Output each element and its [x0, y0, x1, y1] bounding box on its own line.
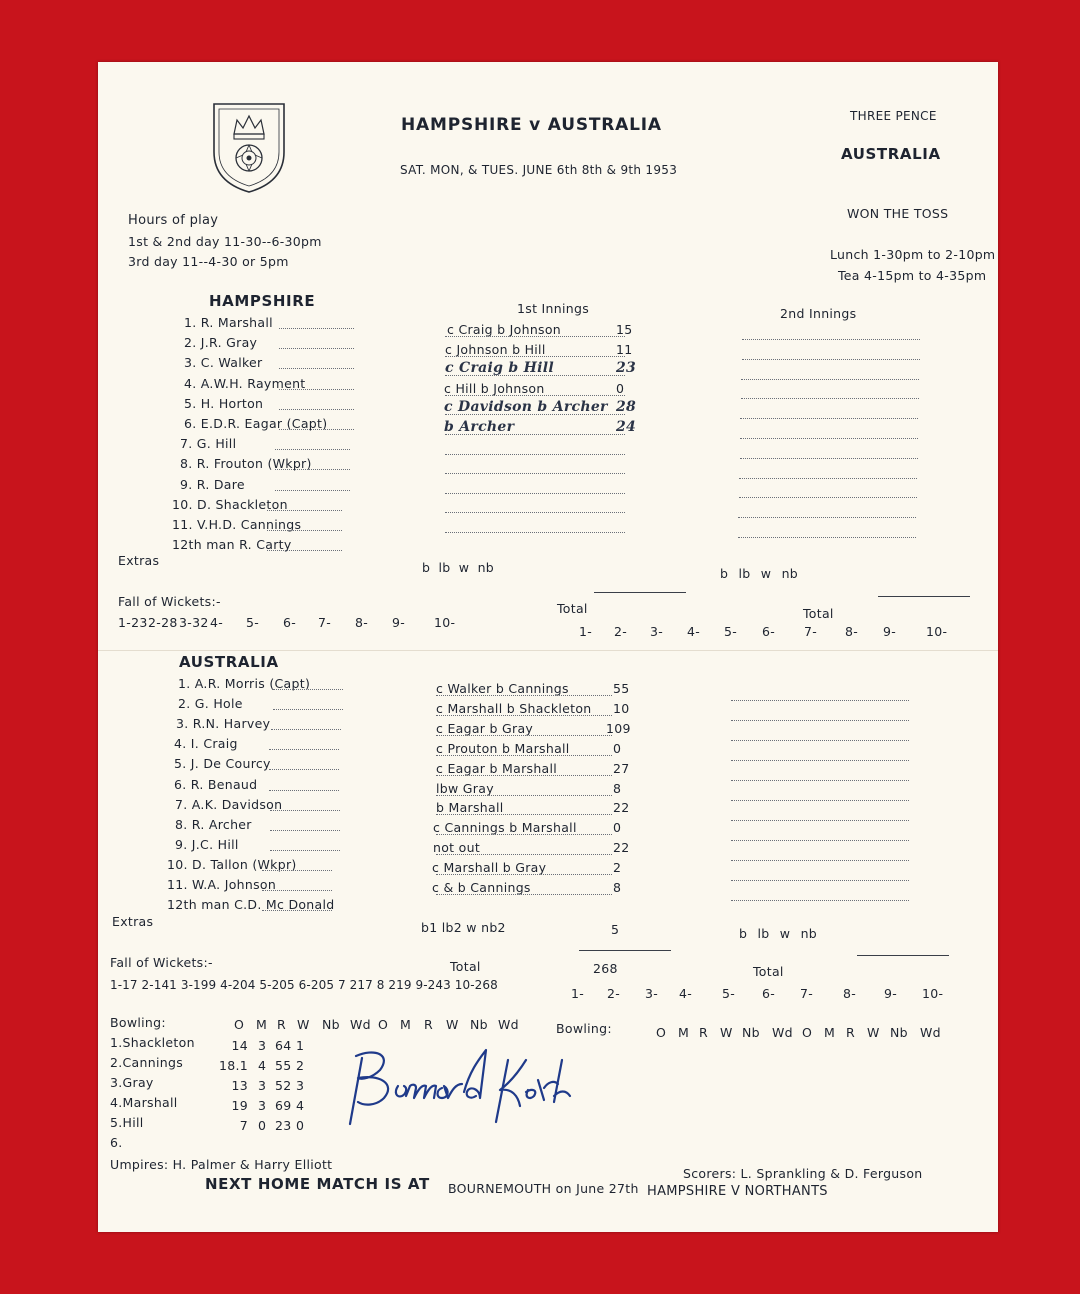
how-out: c & b Cannings: [432, 880, 531, 895]
runs: 8: [613, 780, 622, 796]
match-title: HAMPSHIRE v AUSTRALIA: [401, 115, 662, 135]
umpires-line: Umpires: H. Palmer & Harry Elliott: [110, 1157, 333, 1172]
bowler-maidens: 3: [258, 1098, 267, 1113]
fow-entry: 8-: [843, 986, 857, 1001]
fow-entry: 2-28: [148, 615, 178, 630]
hampshire-total-label-2nd: Total: [803, 606, 834, 621]
name-dots: [262, 890, 332, 891]
how-out-dots: [445, 414, 625, 415]
batsman-name: 7. A.K. Davidson: [175, 796, 283, 812]
fow-entry: 7-: [804, 624, 818, 639]
how-out: c Davidson b Archer: [444, 399, 608, 416]
how-out-dots: [436, 695, 612, 696]
bowler-name: 5.Hill: [110, 1115, 144, 1130]
name-dots: [267, 550, 342, 551]
how-out-dots: [436, 755, 612, 756]
how-out-dots: [436, 775, 612, 776]
australia-extras-1st-total: 5: [611, 922, 620, 937]
fow-entry: 10-: [926, 624, 948, 639]
fow-entry: 6-: [762, 986, 776, 1001]
name-dots: [275, 490, 350, 491]
bowler-name: 1.Shackleton: [110, 1035, 195, 1050]
runs: 28: [616, 399, 637, 416]
name-dots: [269, 769, 339, 770]
bowling-column-header: Nb: [322, 1017, 340, 1032]
australia-total-label-1st: Total: [450, 959, 481, 974]
bowling-column-header: M: [256, 1017, 268, 1032]
runs: 24: [616, 419, 637, 435]
fow-entry: 2-: [607, 986, 621, 1001]
how-out-dots: [445, 532, 625, 533]
batsman-name: 10. D. Shackleton: [172, 496, 288, 512]
fow-entry: 3-: [650, 624, 664, 639]
batsman-name: 6. R. Benaud: [174, 776, 258, 792]
bowling-label: Bowling:: [110, 1015, 166, 1030]
how-out-dots: [436, 735, 612, 736]
name-dots: [262, 870, 332, 871]
second-innings-dots: [731, 840, 909, 841]
batsman-name: 4. I. Craig: [174, 736, 238, 752]
hampshire-total-label-1st: Total: [557, 601, 588, 616]
second-innings-dots: [731, 760, 909, 761]
runs: 10: [613, 700, 630, 716]
batsman-name: 5. H. Horton: [184, 395, 264, 411]
runs: 22: [613, 800, 630, 816]
bowler-maidens: 3: [258, 1078, 267, 1093]
how-out: b Archer: [444, 419, 515, 435]
second-innings-dots: [731, 900, 909, 901]
name-dots: [269, 790, 339, 791]
name-dots: [271, 729, 341, 730]
second-innings-dots: [731, 880, 909, 881]
runs: 11: [616, 341, 633, 357]
batsman-name: 3. C. Walker: [184, 355, 263, 371]
bowler-wickets: 0: [296, 1118, 305, 1133]
name-dots: [273, 709, 343, 710]
batsman-name: 2. G. Hole: [178, 696, 243, 712]
batsman-name: 4. A.W.H. Rayment: [184, 375, 306, 391]
fow-entry: 2-: [614, 624, 628, 639]
hours-line-1: 1st & 2nd day 11-30--6-30pm: [128, 234, 322, 249]
how-out: c Craig b Johnson: [447, 322, 562, 337]
toss-team: AUSTRALIA: [841, 145, 941, 163]
how-out: c Marshall b Gray: [432, 860, 547, 876]
name-dots: [275, 449, 350, 450]
batsman-name: 8. R. Archer: [175, 816, 252, 832]
bowling-column-header: O: [234, 1017, 245, 1032]
bowler-wickets: 3: [296, 1078, 305, 1093]
how-out: c Craig b Hill: [445, 360, 555, 377]
name-dots: [279, 348, 354, 349]
fow-entry: 1-: [571, 986, 585, 1001]
fow-entry: 8-: [845, 624, 859, 639]
runs: 8: [613, 880, 622, 895]
second-innings-dots: [740, 418, 918, 419]
batsman-name: 6. E.D.R. Eagar (Capt): [184, 416, 328, 431]
fow-entry: 3-32: [179, 615, 209, 630]
bowler-name: 4.Marshall: [110, 1095, 178, 1110]
bowling-column-header: M: [678, 1025, 690, 1040]
bowling-column-header: Wd: [350, 1017, 371, 1032]
second-innings-dots: [740, 438, 918, 439]
how-out-dots: [445, 493, 625, 494]
runs: 0: [613, 820, 622, 836]
fow-entry: 1-: [579, 624, 593, 639]
fow-entry: 6-: [283, 615, 297, 630]
second-innings-dots: [731, 740, 909, 741]
bowling-column-header: Wd: [498, 1017, 519, 1032]
australia-total-line-2nd: [857, 955, 949, 956]
bowler-overs: 7: [239, 1118, 248, 1133]
batsman-name: 11. V.H.D. Cannings: [172, 517, 302, 532]
name-dots: [279, 429, 354, 430]
bowling-column-header: R: [277, 1017, 286, 1032]
how-out: c Eagar b Marshall: [436, 760, 558, 776]
bowling-column-header: M: [400, 1017, 412, 1032]
batsman-name: 8. R. Frouton (Wkpr): [180, 456, 312, 472]
how-out-dots: [436, 854, 612, 855]
hampshire-extras-1st: b lb w nb: [422, 560, 495, 575]
second-innings-dots: [739, 497, 917, 498]
how-out: c Prouton b Marshall: [436, 740, 570, 756]
batsman-name: 7. G. Hill: [180, 436, 237, 452]
how-out: c Cannings b Marshall: [433, 820, 577, 836]
how-out-dots: [436, 834, 612, 835]
fow-entry: 7-: [800, 986, 814, 1001]
name-dots: [270, 810, 340, 811]
batsman-name: 9. J.C. Hill: [175, 836, 239, 852]
how-out: c Johnson b Hill: [445, 341, 546, 357]
bowling-column-header: R: [699, 1025, 708, 1040]
fow-entry: 7-: [318, 615, 332, 630]
second-innings-dots: [731, 720, 909, 721]
second-innings-dots: [741, 398, 919, 399]
bowler-name: 6.: [110, 1135, 123, 1150]
signature-autograph: [340, 1040, 580, 1135]
name-dots: [279, 328, 354, 329]
name-dots: [270, 850, 340, 851]
fow-entry: 9-: [883, 624, 897, 639]
bowler-overs: 13: [231, 1078, 248, 1093]
runs: 22: [613, 840, 630, 856]
runs: 23: [616, 360, 637, 377]
how-out-dots: [445, 336, 625, 337]
bowling-label-2nd: Bowling:: [556, 1021, 612, 1036]
bowling-column-header: Nb: [890, 1025, 908, 1040]
bowler-overs: 18.1: [218, 1058, 248, 1073]
lunch-time: Lunch 1-30pm to 2-10pm: [830, 247, 996, 262]
australia-extras-label: Extras: [112, 914, 154, 929]
bowler-runs: 64: [275, 1038, 292, 1053]
bowling-column-header: Wd: [772, 1025, 793, 1040]
bowler-name: 3.Gray: [110, 1075, 154, 1090]
name-dots: [269, 749, 339, 750]
how-out-dots: [445, 375, 625, 376]
how-out-dots: [436, 715, 612, 716]
how-out-dots: [445, 473, 625, 474]
batsman-name: 12th man R. Carty: [172, 537, 292, 553]
how-out-dots: [436, 894, 612, 895]
fow-entry: 9-: [392, 615, 406, 630]
runs: 15: [616, 322, 633, 337]
australia-total-1st: 268: [593, 961, 618, 976]
australia-total-label-2nd: Total: [753, 964, 784, 979]
fow-entry: 5-: [722, 986, 736, 1001]
fow-entry: 1-23: [118, 615, 148, 630]
hampshire-extras-2nd: b lb w nb: [720, 566, 799, 581]
scorers-line: Scorers: L. Sprankling & D. Ferguson: [683, 1166, 923, 1181]
batsman-name: 12th man C.D. Mc Donald: [167, 897, 335, 913]
name-dots: [279, 409, 354, 410]
batsman-name: 1. R. Marshall: [184, 315, 273, 330]
second-innings-dots: [731, 800, 909, 801]
bowler-wickets: 1: [296, 1038, 305, 1053]
australia-fow-label: Fall of Wickets:-: [110, 955, 213, 970]
bowler-runs: 52: [275, 1078, 292, 1093]
bowling-column-header: Wd: [920, 1025, 941, 1040]
name-dots: [267, 510, 342, 511]
australia-fow-1st: 1-17 2-141 3-199 4-204 5-205 6-205 7 217 8 219 9-243 10-268: [110, 978, 498, 992]
bowler-runs: 69: [275, 1098, 292, 1113]
fow-entry: 5-: [724, 624, 738, 639]
how-out: b Marshall: [436, 800, 504, 816]
fold-line: [98, 650, 998, 651]
next-match-detail: BOURNEMOUTH on June 27th: [448, 1181, 639, 1196]
bowler-wickets: 2: [296, 1058, 305, 1073]
how-out: c Eagar b Gray: [436, 720, 534, 736]
how-out-dots: [436, 814, 612, 815]
name-dots: [262, 910, 332, 911]
runs: 27: [613, 760, 630, 776]
first-innings-heading: 1st Innings: [517, 301, 590, 316]
runs: 2: [613, 860, 622, 876]
batsman-name: 11. W.A. Johnson: [167, 877, 277, 892]
bowler-overs: 19: [231, 1098, 248, 1113]
bowling-column-header: O: [802, 1025, 813, 1040]
bowler-wickets: 4: [296, 1098, 305, 1113]
australia-extras-1st: b1 lb2 w nb2: [421, 920, 506, 935]
bowling-column-header: W: [867, 1025, 880, 1040]
hampshire-extras-label: Extras: [118, 553, 160, 568]
toss-text: WON THE TOSS: [847, 206, 949, 221]
australia-total-line-1st: [579, 950, 671, 951]
fow-entry: 9-: [884, 986, 898, 1001]
price-label: THREE PENCE: [850, 109, 937, 123]
batsman-name: 2. J.R. Gray: [184, 335, 258, 351]
how-out-dots: [445, 356, 625, 357]
fow-entry: 4-: [679, 986, 693, 1001]
hampshire-total-line-1st: [594, 592, 686, 593]
name-dots: [279, 368, 354, 369]
batsman-name: 5. J. De Courcy: [174, 756, 271, 772]
how-out-dots: [436, 795, 612, 796]
fow-entry: 4-: [687, 624, 701, 639]
bowling-column-header: Nb: [470, 1017, 488, 1032]
fow-entry: 8-: [355, 615, 369, 630]
bowler-name: 2.Cannings: [110, 1055, 184, 1070]
fow-entry: 4-: [210, 615, 224, 630]
hampshire-fow-label: Fall of Wickets:-: [118, 594, 221, 609]
name-dots: [275, 469, 350, 470]
bowling-column-header: W: [297, 1017, 310, 1032]
bowler-runs: 55: [275, 1058, 292, 1073]
bowler-maidens: 0: [258, 1118, 267, 1133]
bowler-maidens: 3: [258, 1038, 267, 1053]
county-crest-icon: [208, 100, 290, 196]
bowling-column-header: R: [846, 1025, 855, 1040]
how-out-dots: [436, 874, 612, 875]
batsman-name: 10. D. Tallon (Wkpr): [167, 856, 297, 872]
bowling-column-header: O: [378, 1017, 389, 1032]
name-dots: [270, 830, 340, 831]
second-innings-dots: [739, 478, 917, 479]
bowling-column-header: O: [656, 1025, 667, 1040]
second-innings-dots: [742, 359, 920, 360]
name-dots: [273, 689, 343, 690]
second-innings-dots: [731, 860, 909, 861]
second-innings-dots: [742, 339, 920, 340]
hours-title: Hours of play: [128, 213, 219, 228]
bowling-column-header: W: [446, 1017, 459, 1032]
how-out: lbw Gray: [436, 780, 494, 796]
second-innings-dots: [731, 700, 909, 701]
how-out-dots: [445, 395, 625, 396]
bowling-column-header: R: [424, 1017, 433, 1032]
bowling-column-header: W: [720, 1025, 733, 1040]
second-innings-dots: [738, 517, 916, 518]
how-out: c Marshall b Shackleton: [436, 700, 592, 716]
how-out-dots: [445, 454, 625, 455]
match-dates: SAT. MON, & TUES. JUNE 6th 8th & 9th 1953: [400, 163, 678, 177]
name-dots: [279, 389, 354, 390]
second-innings-heading: 2nd Innings: [780, 306, 857, 321]
how-out-dots: [445, 512, 625, 513]
fow-entry: 5-: [246, 615, 260, 630]
hours-line-2: 3rd day 11--4-30 or 5pm: [128, 254, 289, 269]
second-innings-dots: [741, 379, 919, 380]
bowler-runs: 23: [275, 1118, 292, 1133]
tea-time: Tea 4-15pm to 4-35pm: [838, 268, 987, 283]
next-match-teams: HAMPSHIRE V NORTHANTS: [647, 1184, 828, 1199]
fow-entry: 10-: [922, 986, 944, 1001]
name-dots: [267, 530, 342, 531]
hampshire-total-line-2nd: [878, 596, 970, 597]
how-out: c Walker b Cannings: [436, 681, 569, 696]
second-innings-dots: [731, 820, 909, 821]
batsman-name: 9. R. Dare: [180, 476, 245, 492]
batsman-name: 1. A.R. Morris (Capt): [178, 676, 311, 691]
runs: 0: [613, 740, 622, 756]
runs: 109: [606, 720, 631, 736]
second-innings-dots: [731, 780, 909, 781]
bowling-column-header: M: [824, 1025, 836, 1040]
runs: 55: [613, 681, 630, 696]
hampshire-team-heading: HAMPSHIRE: [209, 292, 316, 310]
australia-extras-2nd: b lb w nb: [739, 926, 818, 941]
second-innings-dots: [740, 458, 918, 459]
fow-entry: 10-: [434, 615, 456, 630]
how-out-dots: [445, 434, 625, 435]
australia-team-heading: AUSTRALIA: [179, 653, 279, 671]
fow-entry: 6-: [762, 624, 776, 639]
runs: 0: [616, 380, 625, 396]
bowling-column-header: Nb: [742, 1025, 760, 1040]
bowler-maidens: 4: [258, 1058, 267, 1073]
batsman-name: 3. R.N. Harvey: [176, 716, 271, 732]
fow-entry: 3-: [645, 986, 659, 1001]
bowler-overs: 14: [231, 1038, 248, 1053]
how-out: not out: [433, 840, 481, 856]
next-match-label: NEXT HOME MATCH IS AT: [205, 1175, 430, 1193]
how-out: c Hill b Johnson: [444, 380, 545, 396]
second-innings-dots: [738, 537, 916, 538]
